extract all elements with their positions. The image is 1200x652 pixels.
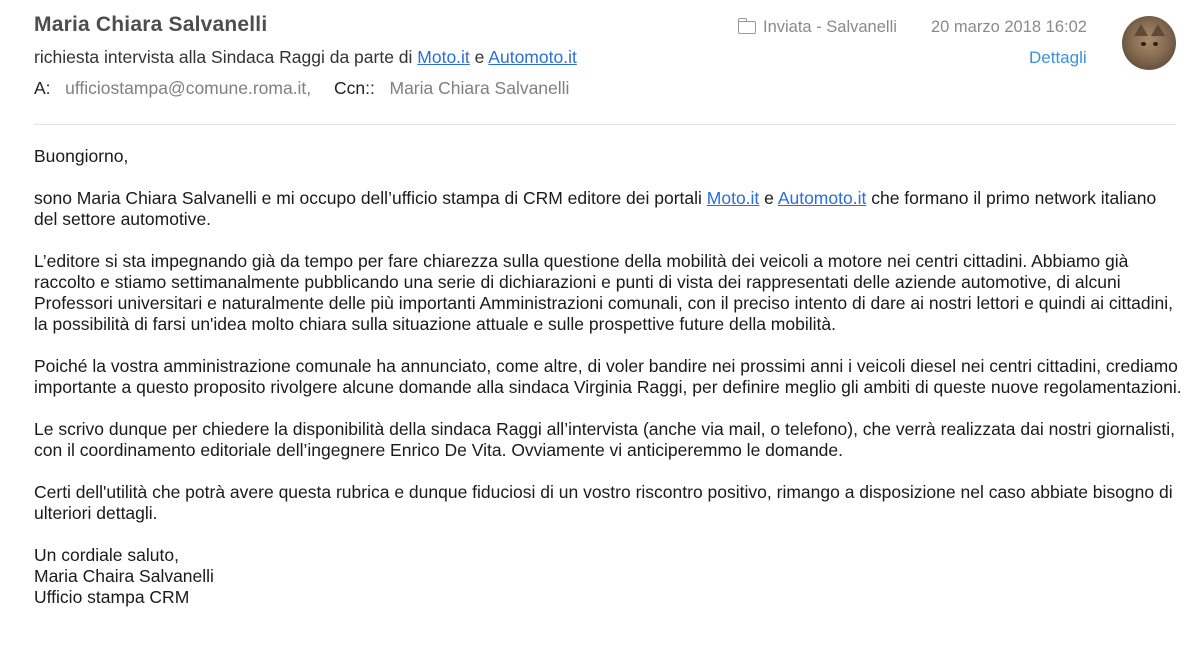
mailbox-folder — [738, 18, 897, 37]
subject-text: richiesta intervista alla Sindaca Raggi da parte di — [34, 47, 418, 67]
greeting: Buongiorno, — [34, 146, 129, 166]
body-paragraph-2: L’editore si sta impegnando già da tempo per fare chiarezza sulla questione della mobilità dei veicoli a motore nei centri cittadini. Abbiamo già raccolto e stiamo settimanalmente pubblicando una serie di dichiarazioni e punti di vista dei rappresentati delle aziende automotive, di alcuni Professori universitari e naturalmente delle più importanti Amministrazioni comunali, con il preciso intento di dare ai nostri lettori e quindi ai cittadini, la possibilità di farsi un'idea molto chiara sulla situazione attuale e sulle prospettive future della mobilità. — [34, 251, 1174, 334]
avatar-eye-right — [1153, 42, 1158, 46]
folder-label: Inviata - Salvanelli — [763, 18, 897, 36]
subject-link-moto[interactable]: Moto.it — [417, 47, 470, 67]
body-paragraph-5: Certi dell'utilità che potrà avere questa rubrica e dunque fiduciosi di un vostro riscontro positivo, rimango a disposizione nel caso abbiate bisogno di ulteriori dettagli. — [34, 482, 1173, 523]
message-subject — [34, 47, 577, 68]
paragraph-text: che formano il primo network italiano del settore automotive. — [34, 188, 1157, 229]
body-paragraph-1 — [34, 188, 1184, 230]
avatar-eye-left — [1141, 42, 1146, 46]
body-paragraph-4: Le scrivo dunque per chiedere la disponibilità della sindaca Raggi all’intervista (anche via mail, o telefono), che verrà realizzata dai nostri giornalisti, con il coordinamento editoriale dell’ingegnere Enrico De Vita. Ovviamente vi anticiperemmo le domande. — [34, 419, 1176, 460]
body-link-moto[interactable]: Moto.it — [706, 188, 760, 208]
folder-icon — [738, 21, 756, 34]
to-label: A: — [34, 78, 51, 98]
bcc-label: Ccn:: — [334, 78, 375, 98]
to-address[interactable]: ufficiostampa@comune.roma.it, — [65, 78, 312, 98]
message-date: 20 marzo 2018 16:02 — [931, 18, 1087, 36]
signature-office: Ufficio stampa CRM — [34, 587, 190, 607]
body-link-automoto[interactable]: Automoto.it — [777, 188, 867, 208]
subject-and: e — [469, 47, 489, 67]
message-header — [0, 0, 1200, 125]
closing: Un cordiale saluto, — [34, 545, 179, 565]
signature-name: Maria Chaira Salvanelli — [34, 566, 214, 586]
details-button[interactable]: Dettagli — [1029, 48, 1087, 67]
subject-link-automoto[interactable]: Automoto.it — [488, 47, 577, 67]
header-divider — [34, 124, 1176, 125]
avatar-ear-right — [1151, 24, 1165, 36]
bcc-address[interactable]: Maria Chiara Salvanelli — [389, 78, 570, 98]
avatar-ear-left — [1134, 24, 1148, 36]
paragraph-text: sono Maria Chiara Salvanelli e mi occupo dell’ufficio stampa di CRM editore dei portali — [34, 188, 707, 208]
sender-name: Maria Chiara Salvanelli — [34, 13, 268, 36]
body-paragraph-3: Poiché la vostra amministrazione comunale ha annunciato, come altre, di voler bandire nei prossimi anni i veicoli diesel nei centri cittadini, crediamo importante a questo proposito rivolgere alcune domande alla sindaca Virginia Raggi, per definire meglio gli ambiti di queste nuove regolamentazioni. — [34, 356, 1182, 397]
paragraph-and: e — [759, 188, 778, 208]
recipients-line — [34, 78, 569, 99]
avatar — [1122, 16, 1176, 70]
message-body — [34, 146, 1184, 608]
